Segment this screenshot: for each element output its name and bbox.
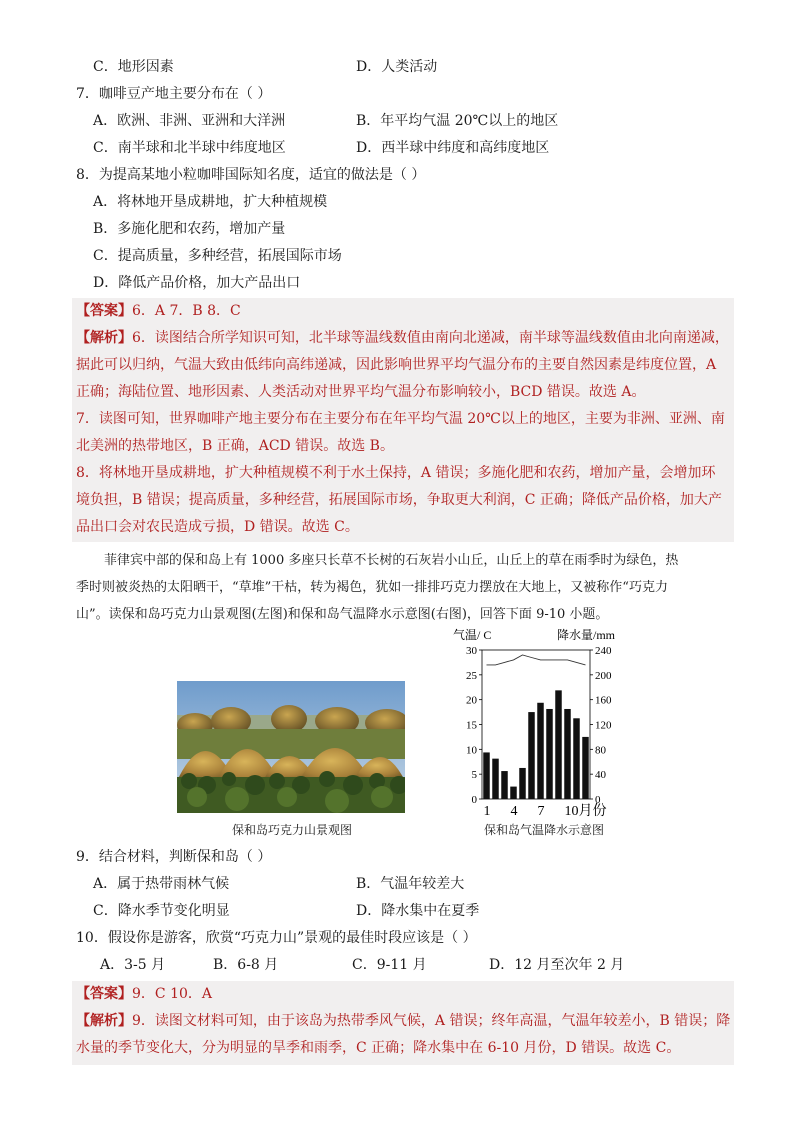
analysis-1-line-2: 据此可以归纳，气温大致由低纬向高纬递减，因此影响世界平均气温分布的主要自然因素是纬度位置，A [76, 357, 717, 373]
answer-text: 6．A 7．B 8．C [132, 303, 241, 319]
q8-option-b: B．多施化肥和农药，增加产量 [93, 221, 286, 237]
analysis-text: 6．读图结合所学知识可知，北半球等温线数值由南向北递减，南半球等温线数值由北向南递减， [132, 330, 729, 346]
precip-bar [501, 771, 507, 799]
chocolate-hills-photo [177, 681, 405, 813]
precip-bar [537, 703, 543, 799]
x-tick-label: 7 [537, 804, 545, 819]
y-axis-left-label: 气温/ C [453, 628, 492, 642]
q9-option-c: C．降水季节变化明显 [93, 903, 230, 919]
y-tick-label-right: 200 [595, 669, 612, 682]
q6-option-d: D．人类活动 [356, 59, 438, 75]
y-tick-label-left: 10 [466, 744, 477, 757]
y-tick-label-left: 20 [466, 694, 477, 707]
y-tick-label-right: 80 [595, 744, 606, 757]
q6-option-c: C．地形因素 [93, 59, 174, 75]
analysis-1-line-1 [76, 328, 729, 348]
q7-option-c: C．南半球和北半球中纬度地区 [93, 140, 286, 156]
material-line-1: 菲律宾中部的保和岛上有 1000 多座只长草不长树的石灰岩小山丘，山丘上的草在雨季时为绿色，热 [104, 553, 679, 568]
precip-bar [546, 709, 552, 799]
q7-stem: 7．咖啡豆产地主要分布在（ ） [76, 86, 272, 102]
analysis-1-line-8: 品出口会对农民造成亏损，D 错误。故选 C。 [76, 519, 359, 535]
y-tick-label-left: 5 [471, 769, 477, 782]
answer-label: 【答案】 [76, 986, 132, 1002]
precip-bar [483, 752, 489, 799]
chocolate-hills-illustration [177, 681, 405, 813]
analysis-2-line-1 [76, 1011, 730, 1031]
q9-option-b: B．气温年较差大 [356, 876, 465, 892]
q9-stem: 9．结合材料，判断保和岛（ ） [76, 849, 272, 865]
q10-option-a: A．3-5 月 [100, 957, 166, 973]
climate-chart-svg [440, 626, 630, 826]
y-tick-label-right: 0 [595, 794, 601, 806]
precip-bar [492, 759, 498, 799]
y-tick-label-right: 40 [595, 769, 606, 782]
precip-bar [528, 712, 534, 799]
material-line-3: 山”。读保和岛巧克力山景观图(左图)和保和岛气温降水示意图(右图)，回答下面 9-10 小题。 [76, 607, 609, 622]
q8-stem: 8．为提高某地小粒咖啡国际知名度，适宜的做法是（ ） [76, 167, 426, 183]
answer-text: 9．C 10．A [132, 986, 212, 1002]
photo-caption: 保和岛巧克力山景观图 [232, 823, 353, 837]
answer-1 [76, 301, 241, 321]
y-axis-right-label: 降水量/mm [557, 628, 616, 642]
y-tick-label-left: 15 [466, 719, 477, 732]
answer-label: 【答案】 [76, 303, 132, 319]
analysis-label: 【解析】 [76, 1013, 132, 1029]
q9-option-a: A．属于热带雨林气候 [93, 876, 230, 892]
q8-option-c: C．提高质量，多种经营，拓展国际市场 [93, 248, 342, 264]
analysis-1-line-5: 北美洲的热带地区，B 正确，ACD 错误。故选 B。 [76, 438, 394, 454]
analysis-label: 【解析】 [76, 330, 132, 346]
precip-bar [519, 768, 525, 799]
q7-option-a: A．欧洲、非洲、亚洲和大洋洲 [93, 113, 286, 129]
q10-stem: 10．假设你是游客，欣赏“巧克力山”景观的最佳时段应该是（ ） [76, 930, 477, 946]
precip-bar [582, 737, 588, 799]
temperature-line [487, 655, 586, 665]
analysis-1-line-7: 境负担，B 错误；提高质量，多种经营，拓展国际市场，争取更大利润，C 正确；降低产品价格，加大产 [76, 492, 722, 508]
y-tick-label-right: 120 [595, 719, 612, 732]
y-tick-label-right: 160 [595, 694, 612, 707]
q10-option-c: C．9-11 月 [352, 957, 427, 973]
q8-option-a: A．将林地开垦成耕地，扩大种植规模 [93, 194, 328, 210]
y-tick-label-left: 30 [466, 645, 477, 657]
precip-bar [510, 787, 516, 799]
precip-bar [555, 690, 561, 799]
precip-bar [573, 718, 579, 799]
analysis-2-line-2: 水量的季节变化大，分为明显的旱季和雨季，C 正确；降水集中在 6-10 月份，D 错误。故选 C。 [76, 1040, 681, 1056]
x-tick-label: 1 [483, 804, 491, 819]
y-tick-label-left: 0 [471, 794, 477, 806]
material-line-2: 季时则被炎热的太阳晒干，“草堆”干枯，转为褐色，犹如一排排巧克力摆放在大地上，又被称作“巧克力 [76, 580, 668, 595]
q9-option-d: D．降水集中在夏季 [356, 903, 480, 919]
answer-2 [76, 984, 212, 1004]
y-tick-label-left: 25 [466, 669, 477, 682]
q8-option-d: D．降低产品价格，加大产品出口 [93, 275, 301, 291]
q10-option-b: B．6-8 月 [213, 957, 279, 973]
q10-option-d: D．12 月至次年 2 月 [489, 957, 625, 973]
analysis-text: 9．读图文材料可知，由于该岛为热带季风气候，A 错误；终年高温，气温年较差小，B 错误；降 [132, 1013, 731, 1029]
q7-option-d: D．西半球中纬度和高纬度地区 [356, 140, 550, 156]
q7-option-b: B．年平均气温 20℃以上的地区 [356, 113, 559, 129]
analysis-1-line-6: 8．将林地开垦成耕地，扩大种植规模不利于水土保持，A 错误；多施化肥和农药，增加产量，会增加环 [76, 465, 716, 481]
climate-chart [440, 626, 630, 826]
precip-bar [564, 709, 570, 799]
chart-caption: 保和岛气温降水示意图 [484, 823, 605, 837]
y-tick-label-right: 240 [595, 645, 612, 657]
analysis-1-line-4: 7．读图可知，世界咖啡产地主要分布在主要分布在年平均气温 20℃以上的地区，主要为非洲、亚洲、南 [76, 411, 725, 427]
x-tick-label: 10月份 [564, 804, 607, 819]
x-tick-label: 4 [510, 804, 518, 819]
analysis-1-line-3: 正确；海陆位置、地形因素、人类活动对世界平均气温分布影响较小，BCD 错误。故选 A。 [76, 384, 646, 400]
